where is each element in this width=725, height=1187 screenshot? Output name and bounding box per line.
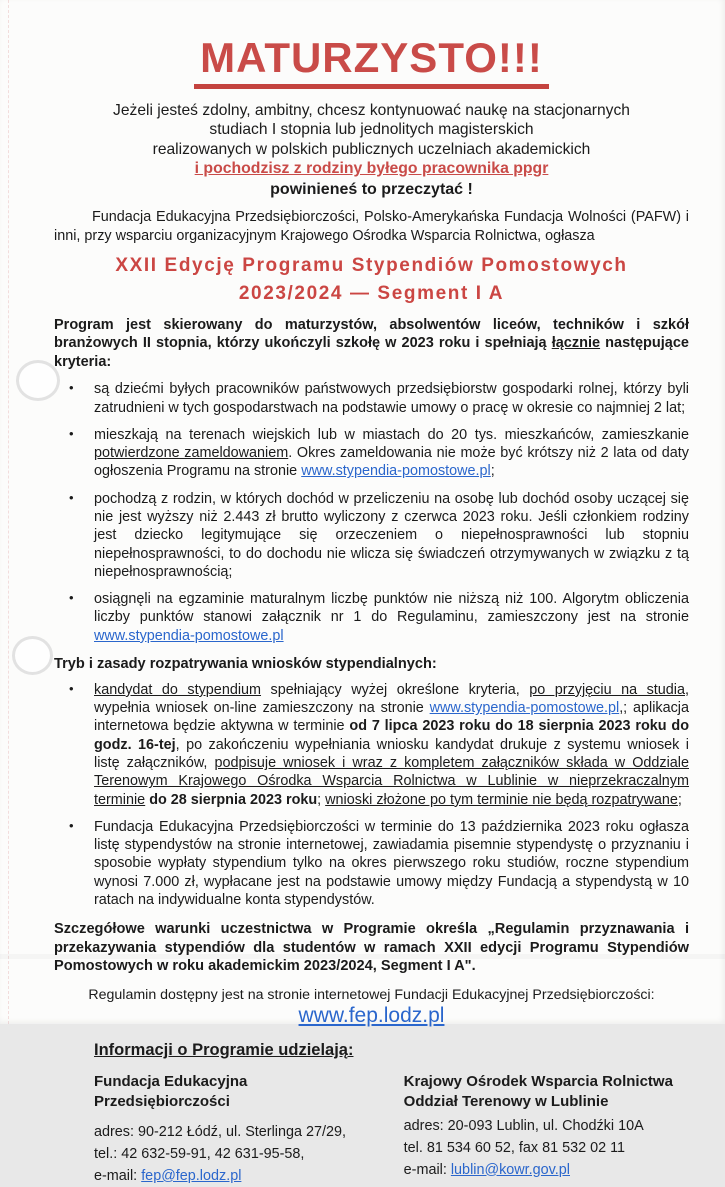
contact-fep — [94, 1072, 358, 1187]
contact-kowr-address: adres: 20-093 Lublin, ul. Chodźki 10A — [403, 1118, 644, 1135]
criteria-list — [54, 380, 689, 645]
criteria-item-1 — [54, 380, 689, 417]
details-paragraph — [54, 920, 689, 976]
text-run: . Okres zameldowania nie może być krótszy niż 2 lata od daty ogłoszenia Programu na stronie — [94, 445, 690, 480]
text-run: ; — [317, 791, 326, 808]
intro-highlight: i pochodzisz z rodziny byłego pracownika ppgr — [194, 159, 549, 177]
text-run: następujące kryteria: — [54, 335, 689, 370]
intro-block — [54, 101, 689, 199]
text-run: są dziećmi byłych pracowników państwowych przedsiębiorstw gospodarki rolnej, którzy byli zatrudnieni w tych gospodarstwach na podstawie umowy o pracę w okresie co najmniej 2 lat; — [94, 381, 689, 416]
fep-link-row — [54, 1004, 689, 1028]
criteria-item-text — [94, 381, 689, 415]
text-run: ,; aplikacja internetowa będzie aktywna w terminie — [94, 700, 689, 735]
intro-line-2: studiach I stopnia lub jednolitych magisterskich — [209, 121, 534, 139]
text-run: wnioski złożone po tym terminie nie będą rozpatrywane — [325, 791, 678, 808]
text-run: e-mail: — [94, 1167, 142, 1184]
text-run: podpisuje wniosek i wraz z kompletem załączników składa w Oddziale Terenowym Krajowego Ośrodka Wsparcia Rolnictwa w Lublinie w nieprzekraczalnym terminie — [94, 755, 689, 808]
contact-fep-email-line — [94, 1166, 358, 1187]
text-run: po przyjęciu na studia — [529, 681, 685, 698]
criteria-item-text — [94, 427, 689, 480]
page-title: MATURZYSTO!!! — [194, 34, 549, 89]
edition-heading-line-1: XXII Edycję Programu Stypendiów Pomostowych — [115, 254, 628, 276]
contact-fep-phone: tel.: 42 632-59-91, 42 631-95-58, — [94, 1146, 305, 1163]
text-run: potwierdzone zameldowaniem — [94, 445, 289, 462]
intro-highlight-row — [54, 159, 689, 179]
stypendia-pomostowe-link[interactable]: www.stypendia-pomostowe.pl — [429, 700, 620, 717]
contact-kowr-name-line-2: Oddział Terenowy w Lublinie — [403, 1092, 609, 1110]
contacts-section — [94, 1072, 689, 1187]
bullet-marker: • — [69, 489, 74, 505]
text-run: pochodzą z rodzin, w których dochód w przeliczeniu na osobę lub dochód osoby uczącej się nie jest wyższy niż 2.443 zł brutto wyliczony z czerwca 2023 roku. Jeśli członkiem rodziny jest dziecko legitymujące się orzeczeniem o niepełnosprawności lub stopniu niepełnosprawności, to do dochodu nie wlicza się świadczeń otrzymywanych w związku z tą niepełnosprawnością; — [94, 490, 689, 580]
edition-heading — [54, 252, 689, 307]
criteria-item-3 — [54, 490, 689, 581]
binder-hole-artifact — [12, 636, 53, 675]
announcement-paragraph: Fundacja Edukacyjna Przedsiębiorczości, Polsko-Amerykańska Fundacja Wolności (PAFW) i inni, przy wsparciu organizacyjnym Krajowego Ośrodka Wsparcia Rolnictwa, ogłasza — [54, 209, 689, 244]
criteria-intro-paragraph — [54, 316, 689, 371]
contact-kowr-email-line — [404, 1160, 689, 1182]
criteria-item-2 — [54, 426, 689, 481]
bullet-marker: • — [69, 817, 74, 833]
text-run: Szczegółowe warunki uczestnictwa w Programie określa „Regulamin przyznawania i przekazywania stypendiów dla studentów w ramach XXII edycji Programu Stypendiów Pomostowych w roku akademickim 2023/2024, Segment I A". — [54, 921, 689, 975]
fep-email-link[interactable]: fep@fep.lodz.pl — [141, 1167, 242, 1184]
bullet-marker: • — [69, 590, 74, 606]
fep-website-link[interactable]: www.fep.lodz.pl — [298, 1003, 445, 1027]
bullet-marker: • — [69, 380, 74, 396]
text-run: Fundacja Edukacyjna Przedsiębiorczości w terminie do 13 października 2023 roku ogłasza listę stypendystów na stronie internetowej, zawiadamia pisemnie stypendystę o przyznaniu i sposobie wypłaty stypendium tylko na okres pierwszego roku studiów, roczne stypendium wynosi 7.000 zł, wypłacane jest na podstawie umowy między Fundacją a stypendystą w 10 ratach na indywidualne konta stypendystów. — [94, 818, 689, 909]
text-run: , wypełnia wniosek on-line zamieszczony na stronie — [94, 681, 689, 717]
text-run: spełniający wyżej określone kryteria, — [261, 681, 530, 698]
intro-line-3: realizowanych w polskich publicznych uczelniach akademickich — [152, 140, 591, 158]
bullet-marker: • — [69, 425, 74, 441]
text-run: do 28 sierpnia 2023 roku — [149, 791, 318, 808]
scan-edge-artifact — [8, 0, 9, 1024]
text-run: ; — [677, 791, 682, 808]
criteria-item-text — [94, 591, 689, 644]
edition-heading-line-2: 2023/2024 — Segment I A — [238, 282, 505, 304]
procedure-item-text — [94, 819, 689, 908]
contact-kowr-phone: tel. 81 534 60 52, fax 81 532 02 11 — [403, 1140, 626, 1157]
text-run: , po zakończeniu wypełniania wniosku kandydat drukuje z systemu wniosek i listę załączników, — [94, 736, 689, 772]
intro-line-1: Jeżeli jesteś zdolny, ambitny, chcesz kontynuować naukę na stacjonarnych — [113, 102, 630, 119]
text-run: kandydat do stypendium — [94, 681, 262, 698]
title-block — [54, 34, 689, 89]
kowr-email-link[interactable]: lublin@kowr.gov.pl — [450, 1161, 570, 1178]
contact-fep-address: adres: 90-212 Łódź, ul. Sterlinga 27/29, — [94, 1124, 347, 1141]
criteria-item-4 — [54, 590, 689, 645]
text-run: e-mail: — [403, 1161, 451, 1178]
stypendia-pomostowe-link[interactable]: www.stypendia-pomostowe.pl — [94, 627, 284, 644]
text-run: osiągnęli na egzaminie maturalnym liczbę punktów nie niższą niż 100. Algorytm obliczenia liczby punktów stanowi załącznik nr 1 do Regulaminu, zamieszczony jest na stronie — [94, 591, 689, 626]
text-run: od 7 lipca 2023 roku do 18 sierpnia 2023 roku do godz. 16-tej — [94, 718, 689, 753]
bullet-marker: • — [69, 680, 74, 696]
procedure-item-text — [94, 682, 689, 808]
contact-fep-name: Fundacja Edukacyjna Przedsiębiorczości — [94, 1072, 248, 1110]
text-run: mieszkają na terenach wiejskich lub w miastach do 20 tys. mieszkańców, zamieszkanie — [94, 426, 689, 443]
scan-streak-artifact — [0, 954, 725, 959]
text-run: Program jest skierowany do maturzystów, absolwentów liceów, techników i szkół branżowych II stopnia, którzy ukończyli szkołę w 2023 roku i spełniają — [54, 317, 689, 352]
info-heading: Informacji o Programie udzielają: — [94, 1040, 354, 1059]
procedure-item-1 — [54, 681, 689, 809]
text-run: ; — [490, 463, 495, 480]
contact-kowr — [404, 1072, 689, 1187]
intro-callout: powinieneś to przeczytać ! — [270, 180, 473, 198]
criteria-item-text — [94, 491, 689, 580]
procedure-heading: Tryb i zasady rozpatrywania wniosków stypendialnych: — [54, 655, 437, 672]
stypendia-pomostowe-link[interactable]: www.stypendia-pomostowe.pl — [301, 463, 491, 480]
text-run: łącznie — [551, 335, 601, 352]
regulamin-note: Regulamin dostępny jest na stronie internetowej Fundacji Edukacyjnej Przedsiębiorczości: — [88, 986, 655, 1003]
contact-kowr-name-line-1: Krajowy Ośrodek Wsparcia Rolnictwa — [403, 1072, 673, 1090]
procedure-item-2 — [54, 818, 689, 909]
procedure-list — [54, 681, 689, 909]
